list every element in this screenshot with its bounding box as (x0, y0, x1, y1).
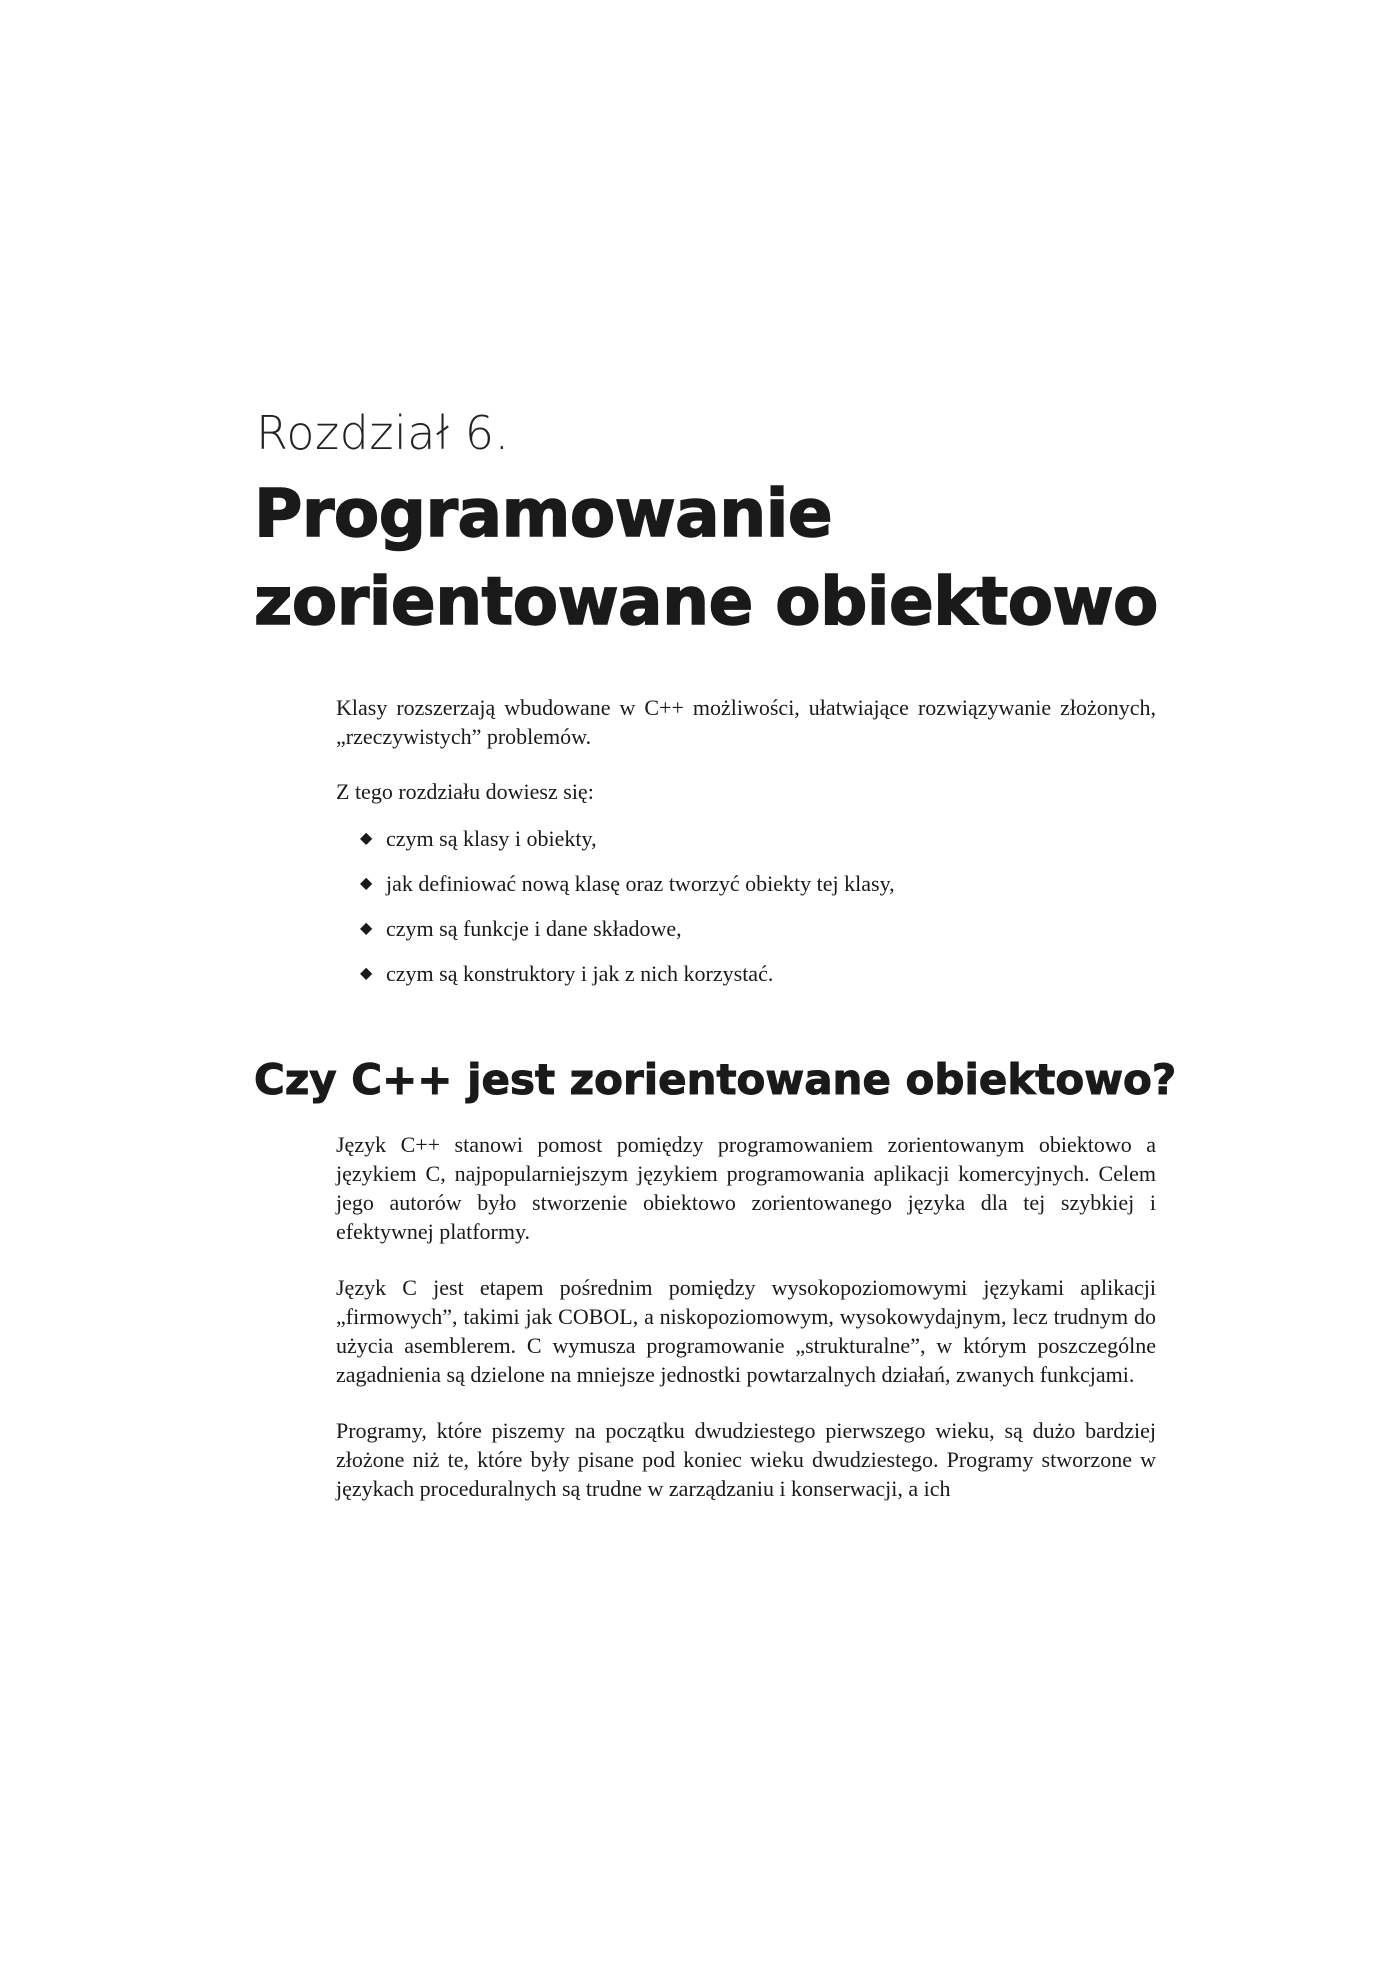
section-body (336, 1130, 1156, 1503)
diamond-bullet-icon: ◆ (360, 830, 373, 847)
objectives-list (336, 824, 1156, 988)
chapter-title (254, 470, 1254, 646)
section-paragraph: Programy, które piszemy na początku dwudziestego pierwszego wieku, są dużo bardziej złożone niż te, które były pisane pod koniec wieku dwudziestego. Programy stworzone w językach proceduralnych są trudne w zarządzaniu i konserwacji, a ich (336, 1418, 1156, 1501)
list-item-text: czym są klasy i obiekty, (386, 826, 597, 851)
list-item (336, 869, 1156, 898)
section-paragraph: Język C++ stanowi pomost pomiędzy programowaniem zorientowanym obiektowo a językiem C, najpopularniejszym językiem programowania aplikacji komercyjnych. Celem jego autorów było stworzenie obiektowo zorientowanego języka dla tej szybkiej i efektywnej platformy. (336, 1132, 1156, 1244)
chapter-label: Rozdział 6. (256, 406, 510, 460)
list-item-text: jak definiować nową klasę oraz tworzyć obiekty tej klasy, (386, 871, 895, 896)
list-item (336, 824, 1156, 853)
intro-lead: Z tego rozdziału dowiesz się: (336, 779, 594, 804)
intro-paragraph: Klasy rozszerzają wbudowane w C++ możliwości, ułatwiające rozwiązywanie złożonych, „rzeczywistych” problemów. (336, 695, 1156, 749)
chapter-title-line-1: Programowanie (254, 475, 833, 552)
list-item (336, 914, 1156, 943)
diamond-bullet-icon: ◆ (360, 920, 373, 937)
diamond-bullet-icon: ◆ (360, 965, 373, 982)
section-paragraph: Język C jest etapem pośrednim pomiędzy wysokopoziomowymi językami aplikacji „firmowych”, takimi jak COBOL, a niskopoziomowym, wysokowydajnym, lecz trudnym do użycia asemblerem. C wymusza programowanie „strukturalne”, w którym poszczególne zagadnienia są dzielone na mniejsze jednostki powtarzalnych działań, zwanych funkcjami. (336, 1275, 1156, 1387)
section-heading: Czy C++ jest zorientowane obiektowo? (254, 1055, 1177, 1104)
diamond-bullet-icon: ◆ (360, 875, 373, 892)
chapter-intro (336, 693, 1156, 1004)
list-item (336, 959, 1156, 988)
chapter-title-line-2: zorientowane obiektowo (254, 563, 1158, 640)
list-item-text: czym są funkcje i dane składowe, (386, 916, 682, 941)
list-item-text: czym są konstruktory i jak z nich korzystać. (386, 961, 774, 986)
